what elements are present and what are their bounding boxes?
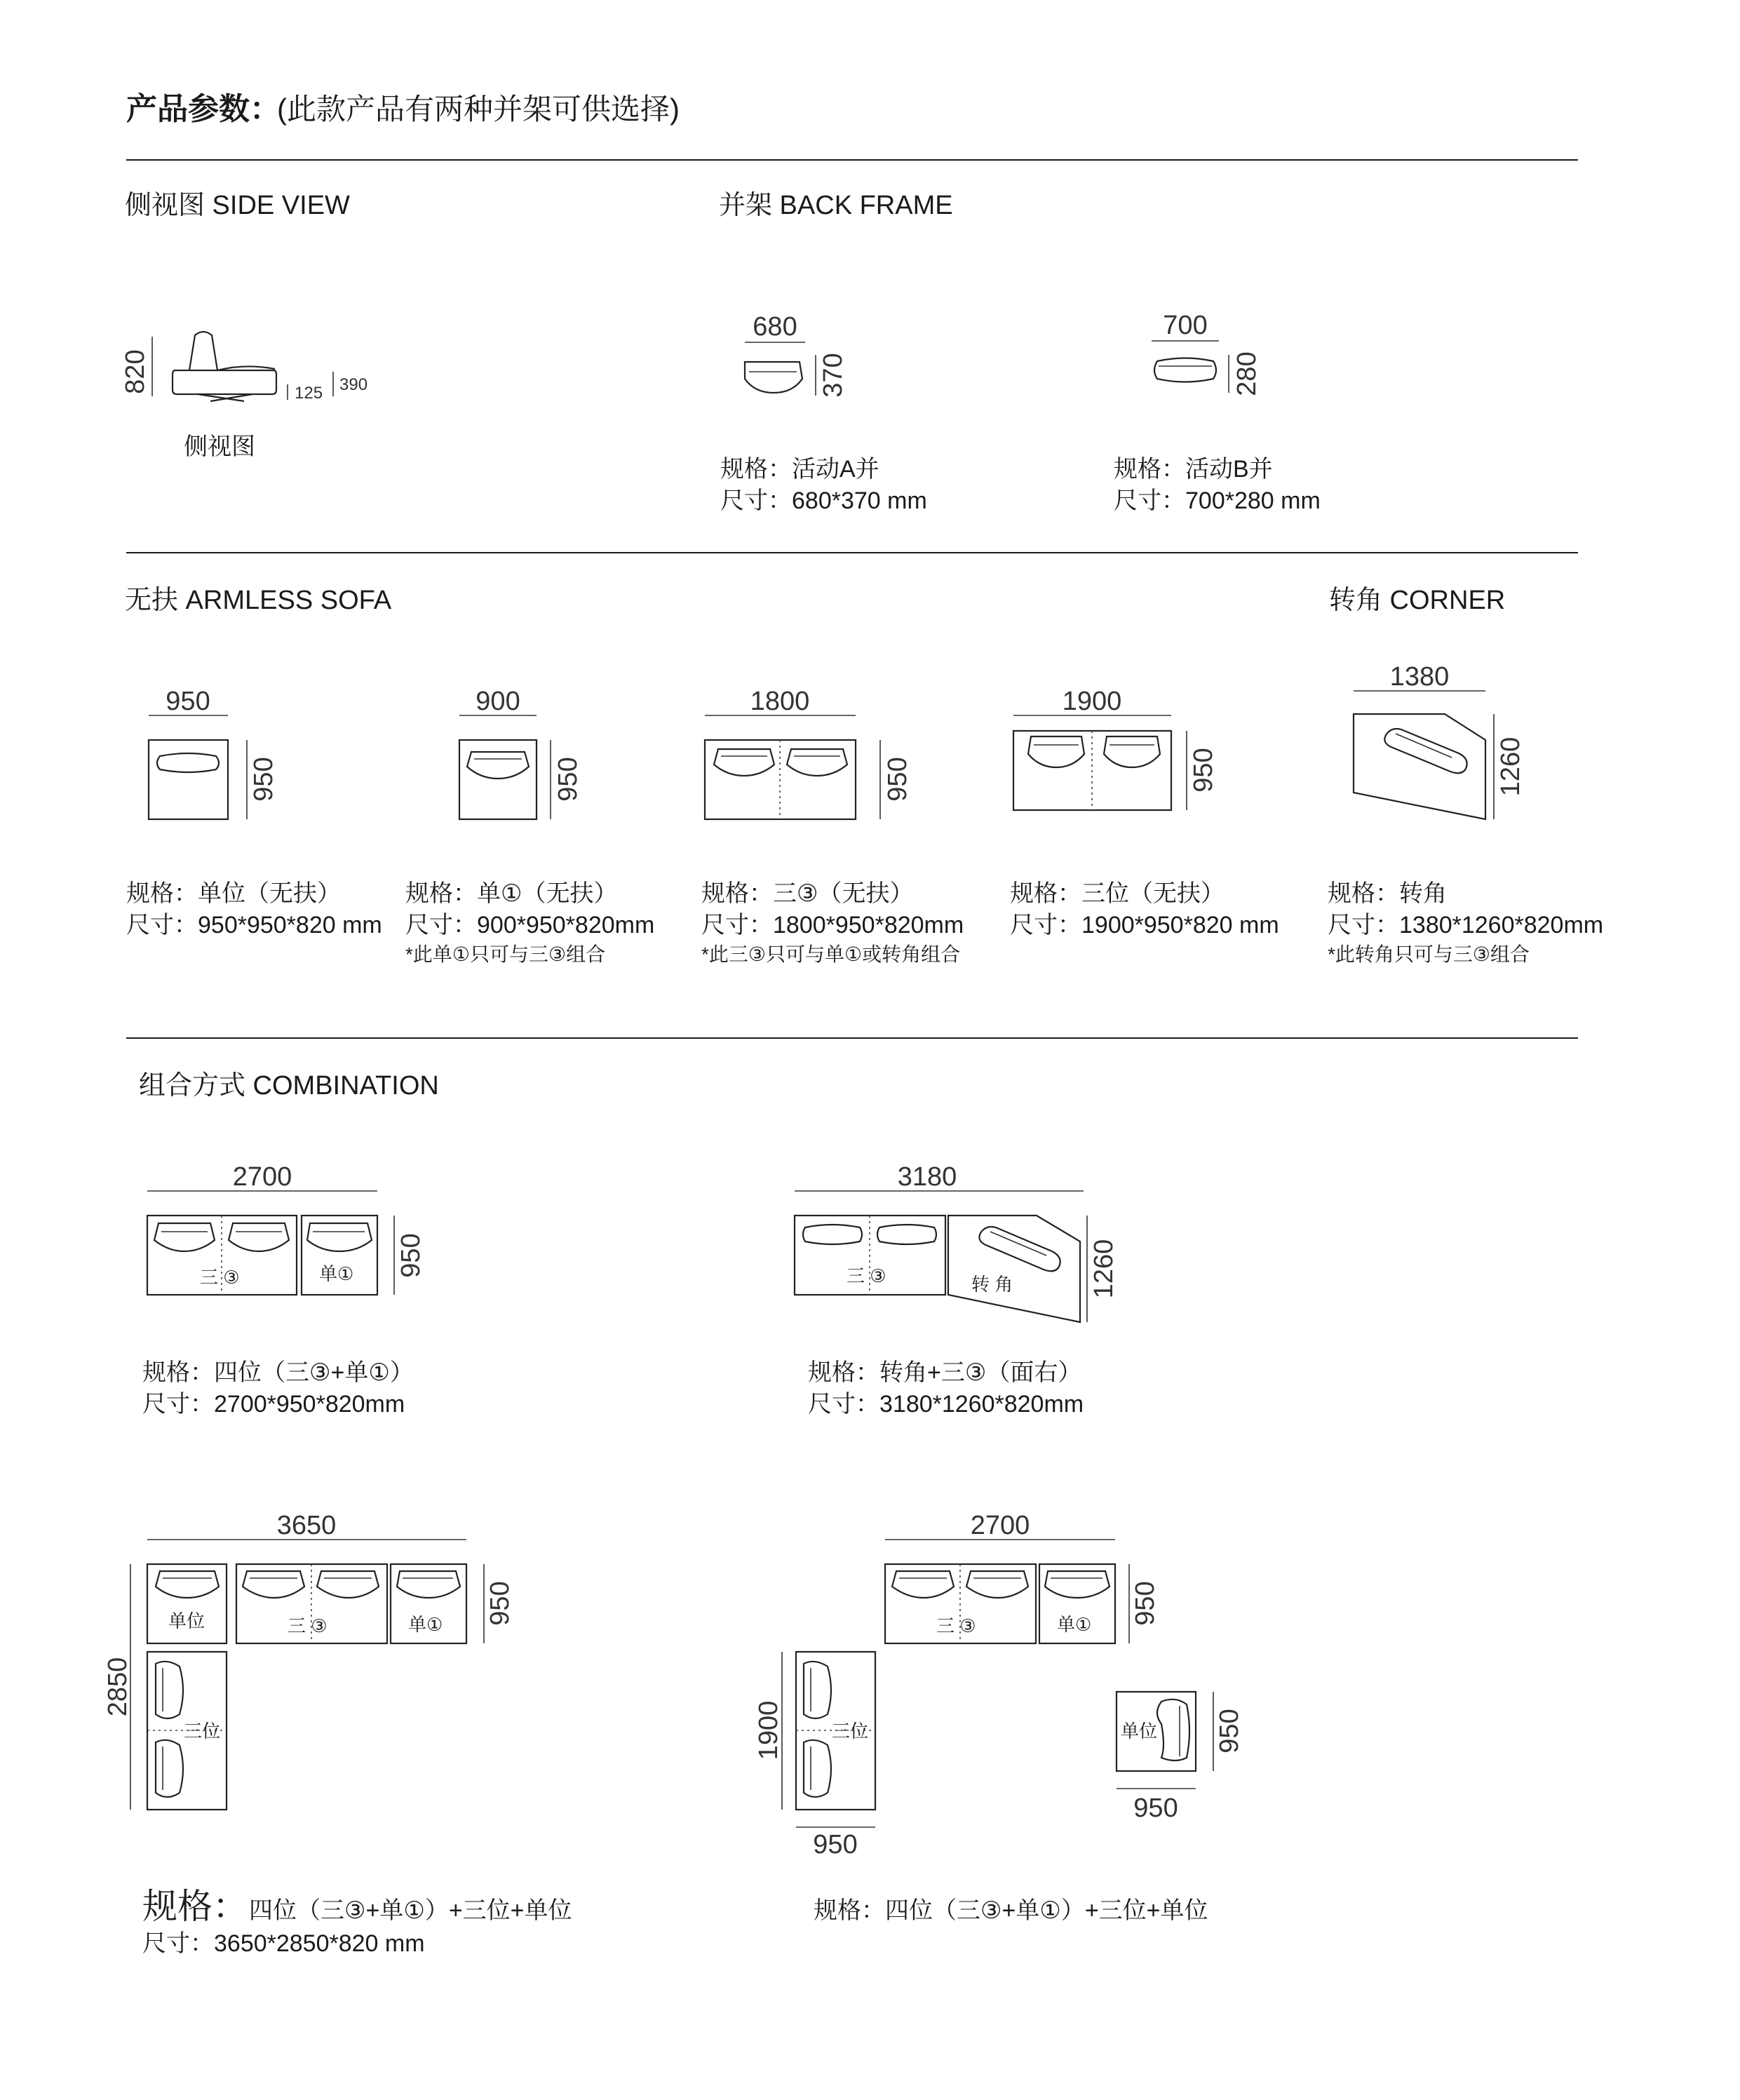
svg-text:单位: 单位 (168, 1610, 205, 1631)
armless-single (126, 687, 382, 938)
svg-text:2700: 2700 (970, 1511, 1030, 1540)
svg-text:950: 950 (249, 757, 278, 802)
svg-text:三 ③: 三 ③ (288, 1615, 328, 1636)
svg-text:三 ③: 三 ③ (936, 1615, 976, 1636)
back-frame-a-height: 370 (818, 353, 848, 398)
back-frame-title: 并架 BACK FRAME (719, 191, 953, 220)
back-frame-a-width: 680 (753, 312, 797, 342)
combo-3-spec-prefix: 规格： (142, 1887, 248, 1926)
back-frame-b-width: 700 (1163, 311, 1208, 340)
svg-text:单位: 单位 (1121, 1721, 1158, 1742)
corner-note: *此转角只可与三③组合 (1328, 943, 1530, 965)
svg-text:单①: 单① (319, 1263, 354, 1284)
combo-3-size: 尺寸：3650*2850*820 mm (142, 1930, 425, 1957)
combo-1-spec: 规格：四位（三③+单①） (142, 1359, 414, 1386)
armless-three-spec: 规格：三位（无扶） (1010, 880, 1225, 907)
svg-text:2700: 2700 (232, 1162, 292, 1192)
combo-4 (754, 1511, 1244, 1924)
back-frame-b (1114, 311, 1321, 514)
side-view-height-dim: 820 (121, 349, 150, 394)
svg-text:1800: 1800 (750, 687, 810, 716)
back-frame-a-spec: 规格：活动A并 (720, 456, 879, 483)
svg-text:950: 950 (1189, 748, 1218, 793)
svg-text:950: 950 (1133, 1793, 1178, 1823)
armless-title: 无扶 ARMLESS SOFA (125, 586, 392, 615)
back-frame-a (720, 312, 927, 514)
side-view-seat-height-dim: 390 (339, 375, 368, 394)
combo-4-spec: 规格：四位（三③+单①）+三位+单位 (814, 1897, 1208, 1924)
svg-text:950: 950 (166, 687, 210, 716)
corner-piece (1328, 662, 1603, 965)
svg-text:单①: 单① (408, 1614, 443, 1635)
svg-text:三位: 三位 (184, 1721, 221, 1742)
svg-text:三 ③: 三 ③ (847, 1265, 886, 1286)
corner-title: 转角 CORNER (1329, 586, 1506, 615)
svg-text:1380: 1380 (1389, 662, 1450, 692)
armless-single-1 (405, 687, 654, 965)
svg-text:2850: 2850 (103, 1657, 133, 1717)
svg-text:950: 950 (1215, 1709, 1244, 1754)
svg-text:950: 950 (396, 1233, 426, 1278)
svg-text:3180: 3180 (897, 1162, 957, 1192)
combo-1-size: 尺寸：2700*950*820mm (142, 1391, 405, 1418)
back-frame-a-size: 尺寸：680*370 mm (720, 487, 927, 514)
back-frame-b-height: 280 (1232, 351, 1262, 396)
corner-size: 尺寸：1380*1260*820mm (1328, 912, 1604, 938)
combo-1 (142, 1162, 426, 1418)
svg-text:950: 950 (485, 1581, 515, 1626)
svg-text:1900: 1900 (1062, 687, 1122, 716)
combo-3-spec: 四位（三③+单①）+三位+单位 (249, 1897, 572, 1924)
armless-single-1-spec: 规格：单①（无扶） (405, 880, 618, 907)
side-view-drawing (121, 332, 367, 403)
armless-three-3-size: 尺寸：1800*950*820mm (701, 912, 964, 938)
svg-text:950: 950 (883, 757, 912, 802)
svg-text:950: 950 (1131, 1581, 1160, 1626)
armless-single-size: 尺寸：950*950*820 mm (126, 912, 382, 938)
armless-three-size: 尺寸：1900*950*820 mm (1010, 912, 1279, 938)
svg-text:三位: 三位 (832, 1721, 869, 1742)
svg-text:1260: 1260 (1496, 736, 1525, 797)
armless-three-3-spec: 规格：三③（无扶） (701, 880, 914, 907)
svg-text:1900: 1900 (754, 1700, 783, 1761)
svg-text:950: 950 (553, 757, 583, 802)
armless-single-1-note: *此单①只可与三③组合 (405, 943, 606, 965)
page-title: 产品参数： (126, 92, 281, 126)
svg-text:1260: 1260 (1089, 1239, 1119, 1299)
back-frame-b-size: 尺寸：700*280 mm (1114, 487, 1321, 514)
page-subtitle: (此款产品有两种并架可供选择) (277, 93, 680, 126)
side-view-seat-dim: 125 (295, 384, 323, 403)
svg-text:3650: 3650 (276, 1511, 337, 1540)
armless-single-spec: 规格：单位（无扶） (126, 880, 341, 907)
svg-text:900: 900 (476, 687, 520, 716)
svg-text:转 角: 转 角 (971, 1274, 1013, 1295)
corner-spec: 规格：转角 (1328, 880, 1447, 907)
armless-three-3 (701, 687, 964, 965)
svg-text:950: 950 (813, 1830, 858, 1859)
combo-3 (103, 1511, 572, 1957)
combo-2 (795, 1162, 1119, 1418)
side-view-caption: 侧视图 (184, 433, 255, 460)
armless-three-3-note: *此三③只可与单①或转角组合 (701, 943, 961, 965)
back-frame-b-spec: 规格：活动B并 (1114, 456, 1273, 483)
armless-three (1010, 687, 1279, 938)
combo-2-size: 尺寸：3180*1260*820mm (808, 1391, 1084, 1418)
side-view-title: 侧视图 SIDE VIEW (125, 191, 350, 220)
armless-single-1-size: 尺寸：900*950*820mm (405, 912, 655, 938)
svg-text:单①: 单① (1057, 1614, 1092, 1635)
combination-title: 组合方式 COMBINATION (139, 1071, 439, 1101)
combo-2-spec: 规格：转角+三③（面右） (808, 1359, 1082, 1386)
svg-text:三 ③: 三 ③ (200, 1267, 240, 1288)
